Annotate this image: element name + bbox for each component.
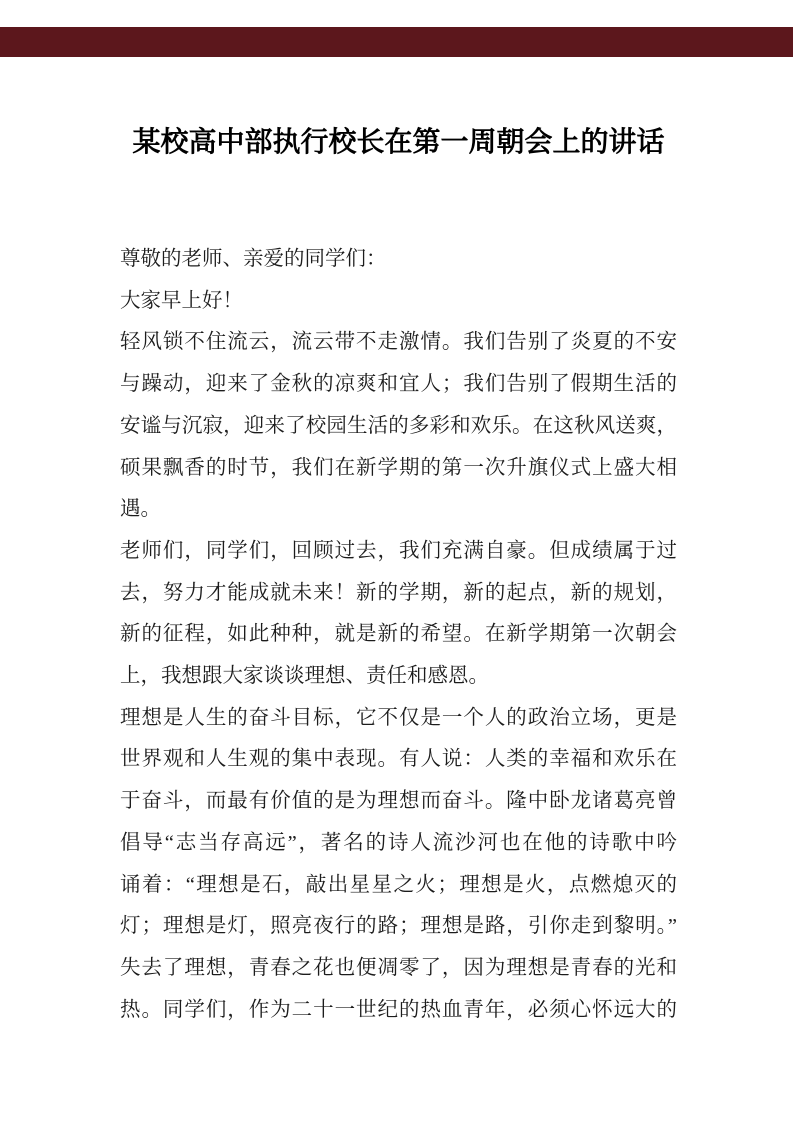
text-line: 与躁动，迎来了金秋的凉爽和宜人；我们告别了假期生活的 xyxy=(120,373,677,396)
text-line: 诵着：“理想是石，敲出星星之火；理想是火，点燃熄灭的 xyxy=(120,873,677,896)
text-line: 老师们，同学们，回顾过去，我们充满自豪。但成绩属于过 xyxy=(120,539,677,562)
text-line: 遇。 xyxy=(120,498,161,521)
text-line: 大家早上好！ xyxy=(120,289,243,312)
text-line: 新的征程，如此种种，就是新的希望。在新学期第一次朝会 xyxy=(120,623,677,646)
text-line: 轻风锁不住流云，流云带不走激情。我们告别了炎夏的不安 xyxy=(120,331,677,354)
text-line: 尊敬的老师、亲爱的同学们： xyxy=(120,248,387,270)
text-line: 热。同学们，作为二十一世纪的热血青年，必须心怀远大的 xyxy=(120,998,677,1021)
text-line: 理想是人生的奋斗目标，它不仅是一个人的政治立场，更是 xyxy=(120,706,677,729)
text-line: 灯；理想是灯，照亮夜行的路；理想是路，引你走到黎明。” xyxy=(120,915,677,938)
text-line: 上，我想跟大家谈谈理想、责任和感恩。 xyxy=(120,665,489,688)
text-line: 去，努力才能成就未来！新的学期，新的起点，新的规划， xyxy=(120,581,677,604)
text-line: 安谧与沉寂，迎来了校园生活的多彩和欢乐。在这秋风送爽， xyxy=(120,414,677,437)
text-line: 硕果飘香的时节，我们在新学期的第一次升旗仪式上盛大相 xyxy=(120,456,677,479)
text-line: 于奋斗，而最有价值的是为理想而奋斗。隆中卧龙诸葛亮曾 xyxy=(120,790,677,813)
text-line: 世界观和人生观的集中表现。有人说：人类的幸福和欢乐在 xyxy=(120,748,677,771)
top-banner xyxy=(0,27,793,57)
document-title: 某校高中部执行校长在第一周朝会上的讲话 xyxy=(132,127,665,158)
document-body xyxy=(120,239,677,1031)
text-line: 倡导“志当存高远”，著名的诗人流沙河也在他的诗歌中吟 xyxy=(120,831,677,854)
text-line: 失去了理想，青春之花也便凋零了，因为理想是青春的光和 xyxy=(120,956,677,979)
